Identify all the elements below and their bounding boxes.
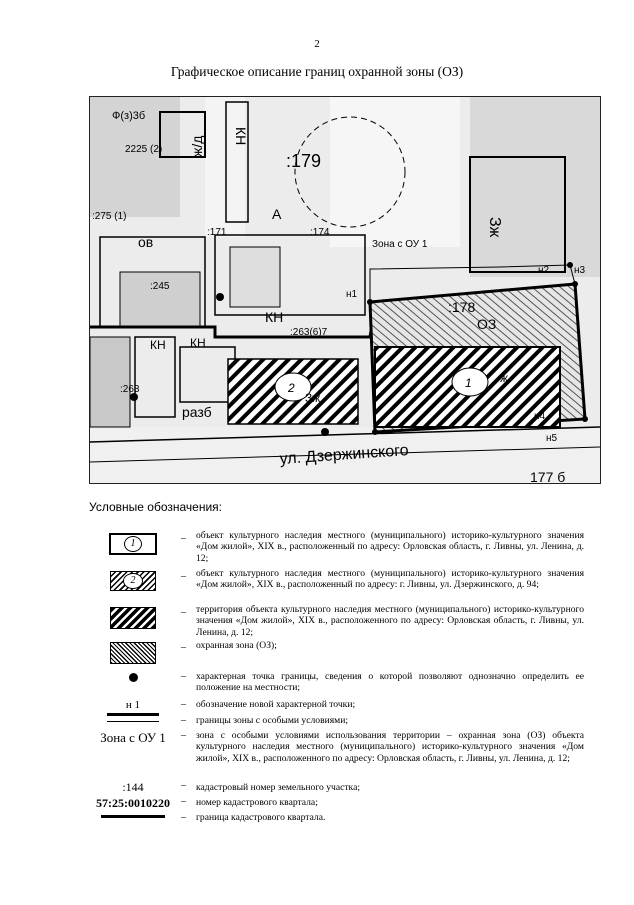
map-label: КН <box>265 309 284 325</box>
legend-dash: – <box>181 671 186 682</box>
map-label: Зж <box>486 217 503 238</box>
legend-text: объект культурного наследия местного (муниципального) историко-культурного значения «Дом жилой», XIX в., расположенный по адресу: г. Ливны, ул. Дзержинского, д. 94; <box>196 568 584 591</box>
map-label: н3 <box>574 265 586 276</box>
legend-text: граница кадастрового квартала. <box>196 812 326 823</box>
map-label: ов <box>138 234 154 250</box>
map-label: н4 <box>534 411 546 422</box>
map-label: :263(6)7 <box>290 327 328 338</box>
legend-symbol-parcel: :144 <box>122 780 144 794</box>
legend-symbol-protection-zone <box>89 642 177 664</box>
legend-title: Условные обозначения: <box>89 500 222 514</box>
legend-text: объект культурного наследия местного (муниципального) историко-культурного значения «Дом жилой», XIX в., расположенный по адресу: Орловская область, г. Ливны, ул. Ленина, д. 12; <box>196 530 584 564</box>
legend-item <box>89 780 589 796</box>
page-title: Графическое описание границ охранной зоны (ОЗ) <box>170 64 464 79</box>
legend-item <box>89 640 589 668</box>
map-label: 177 б <box>530 469 566 483</box>
legend-dash: – <box>181 730 186 741</box>
legend-dash: – <box>181 642 186 653</box>
legend-dash: – <box>181 796 186 807</box>
legend-dash: – <box>181 812 186 823</box>
map-label: КН <box>150 338 166 352</box>
map-label: 2225 (2) <box>125 144 163 155</box>
legend-symbol-object-2 <box>89 571 177 591</box>
map-label: 2 <box>288 381 295 395</box>
legend-item <box>89 730 589 778</box>
map-label: 1 <box>465 376 472 390</box>
legend-dash: – <box>181 571 186 582</box>
map-label: н2 <box>538 265 550 276</box>
map-label: :178 <box>448 299 476 315</box>
map-drawing <box>90 97 600 483</box>
legend-item <box>89 530 589 568</box>
map-label: :263 <box>120 384 140 395</box>
legend-symbol-zone-label: Зона с ОУ 1 <box>100 730 166 745</box>
legend-dash: – <box>181 699 186 710</box>
legend-object-number: 1 <box>124 536 142 552</box>
legend-symbol-quarter: 57:25:0010220 <box>96 796 170 810</box>
legend-text: границы зоны с особыми условиями; <box>196 715 349 726</box>
map-label: :245 <box>150 281 170 292</box>
map-label: н5 <box>546 433 558 444</box>
legend-item <box>89 604 589 640</box>
legend-object-number: 2 <box>123 573 143 589</box>
legend-dash: – <box>181 607 186 618</box>
page-number: 2 <box>314 38 320 50</box>
map-label: :275 (1) <box>92 211 127 222</box>
map-label: Зж <box>305 391 321 405</box>
street-name: ул. Дзержинского <box>279 442 410 468</box>
legend-dash: – <box>181 533 186 544</box>
legend-text: кадастровый номер земельного участка; <box>196 782 360 793</box>
legend-symbol-territory <box>89 607 177 629</box>
map-label: Ф(з)3б <box>112 110 146 122</box>
legend-symbol-object-1 <box>89 533 177 555</box>
legend-text: характерная точка границы, сведения о которой позволяют однозначно определить ее положение на местности; <box>196 671 584 694</box>
legend-symbol-point <box>89 673 177 682</box>
map-label: :174 <box>310 227 330 238</box>
legend-item <box>89 671 589 697</box>
legend-dash: – <box>181 780 186 791</box>
map-label: н1 <box>346 289 358 300</box>
legend-text: охранная зона (ОЗ); <box>196 640 277 651</box>
legend-symbol-new-point <box>89 699 177 716</box>
map-label: ж/д <box>189 135 205 157</box>
cadastral-map <box>89 96 601 484</box>
legend-text: номер кадастрового квартала; <box>196 797 318 808</box>
map-label: КН <box>190 336 206 350</box>
map-label: ОЗ <box>477 316 497 332</box>
map-label: :171 <box>207 227 227 238</box>
map-label: :179 <box>286 151 322 171</box>
legend-dash: – <box>181 715 186 726</box>
map-label: разб <box>182 404 212 420</box>
map-label: КН <box>233 127 249 146</box>
legend-symbol-quarter-border <box>89 815 177 818</box>
map-label: А <box>272 206 282 222</box>
legend-item <box>89 715 589 729</box>
legend-symbol-label: н 1 <box>125 699 141 711</box>
legend-symbol-zone-border <box>89 721 177 722</box>
map-label: Зона с ОУ 1 <box>372 239 428 250</box>
legend-item <box>89 568 589 604</box>
legend-text: территория объекта культурного наследия местного (муниципального) историко-культурного значения «Дом жилой», XIX в., расположенного по адресу: Орловская область, г. Ливны, ул. Ленина, д. 12; <box>196 604 584 638</box>
legend-item <box>89 796 589 812</box>
legend-text: обозначение новой характерной точки; <box>196 699 356 710</box>
map-label: ж <box>500 371 509 385</box>
legend-item <box>89 812 589 826</box>
legend-text: зона с особыми условиями использования территории – охранная зона (ОЗ) объекта культурного наследия местного (муниципального) историко-культурного значения «Дом жилой», XIX в., расположенного по адресу: Орловская область, г. Ливны, ул. Ленина, д. 12; <box>196 730 584 764</box>
